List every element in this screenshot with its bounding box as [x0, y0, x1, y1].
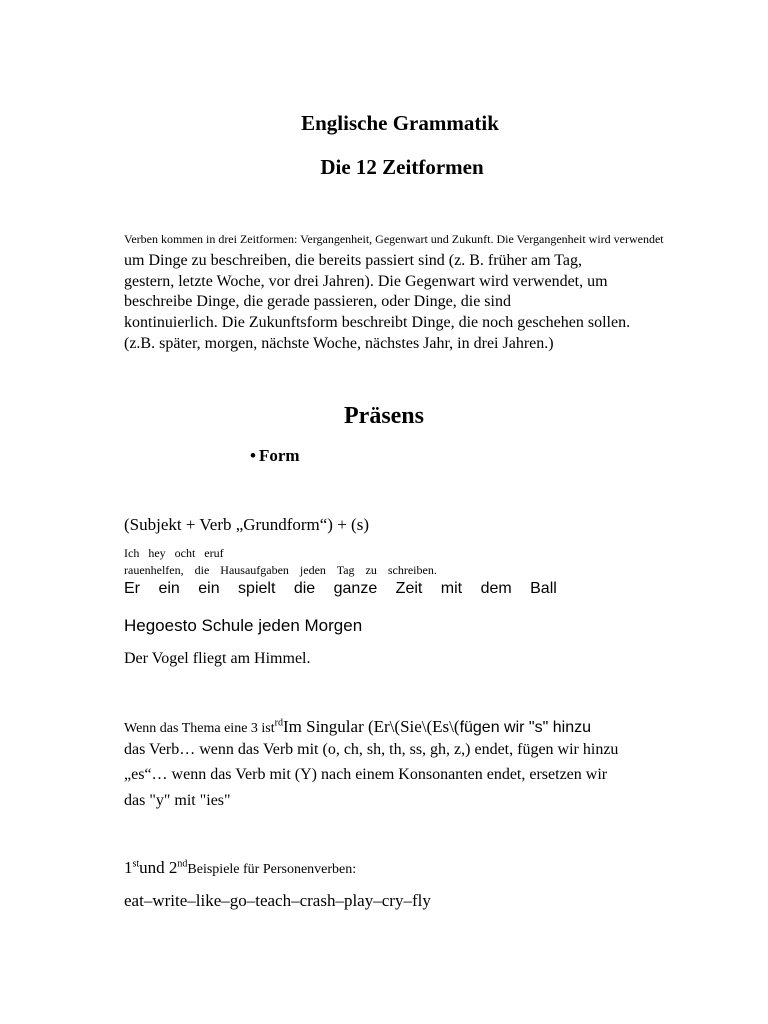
form-label: Form	[258, 446, 300, 465]
example-small-2: rauenhelfen, die Hausaufgaben jeden Tag zu schreiben.	[124, 563, 437, 577]
rule-line-1	[124, 717, 591, 737]
rule-line-1b: Im Singular (Er\(Sie\(Es\(	[282, 717, 460, 736]
intro-line-4: beschreibe Dinge, die gerade passieren, oder Dinge, die sind	[124, 293, 511, 310]
formula: (Subjekt + Verb „Grundform“) + (s)	[124, 515, 369, 534]
rule-line-1c: fügen wir "s" hinzu	[459, 719, 591, 736]
document-subtitle: Die 12 Zeitformen	[320, 155, 484, 179]
rule-line-4: das "y" mit "ies"	[124, 792, 231, 809]
person-und-2: und 2	[139, 858, 178, 877]
rule-line-1a: Wenn das Thema eine 3 ist	[124, 721, 275, 736]
intro-line-5: kontinuierlich. Die Zukunftsform beschreibt Dinge, die noch geschehen sollen.	[124, 314, 631, 331]
verb-list: eat–write–like–go–teach–crash–play–cry–fly	[124, 891, 431, 910]
intro-line-6: (z.B. später, morgen, nächste Woche, nächstes Jahr, in drei Jahren.)	[124, 335, 554, 352]
form-bullet-item	[250, 446, 300, 466]
person-verbs-heading	[124, 858, 356, 878]
example-school: Hegoesto Schule jeden Morgen	[124, 616, 363, 635]
example-small-1: Ich hey ocht eruf	[124, 546, 224, 560]
person-sup-st: st	[132, 858, 140, 870]
intro-line-3: gestern, letzte Woche, vor drei Jahren). Die Gegenwart wird verwendet, um	[124, 273, 608, 290]
intro-line-1: Verben kommen in drei Zeitformen: Vergangenheit, Gegenwart und Zukunft. Die Vergangenheit wird verwendet	[124, 232, 664, 246]
intro-line-2: um Dinge zu beschreiben, die bereits passiert sind (z. B. früher am Tag,	[124, 252, 582, 269]
example-bird: Der Vogel fliegt am Himmel.	[124, 650, 311, 667]
example-ball: Er ein ein spielt die ganze Zeit mit dem Ball	[124, 580, 557, 597]
document-title: Englische Grammatik	[301, 111, 499, 135]
person-verbs-label: Beispiele für Personenverben:	[187, 862, 357, 877]
rule-line-2: das Verb… wenn das Verb mit (o, ch, sh, th, ss, gh, z,) endet, fügen wir hinzu	[124, 741, 619, 758]
person-number-1: 1	[124, 858, 133, 877]
section-heading: Präsens	[344, 403, 424, 429]
rule-line-3: „es“… wenn das Verb mit (Y) nach einem Konsonanten endet, ersetzen wir	[124, 766, 608, 783]
person-sup-nd: nd	[177, 858, 188, 870]
bullet-icon: •	[250, 446, 256, 465]
rule-sup-rd: rd	[274, 717, 283, 729]
